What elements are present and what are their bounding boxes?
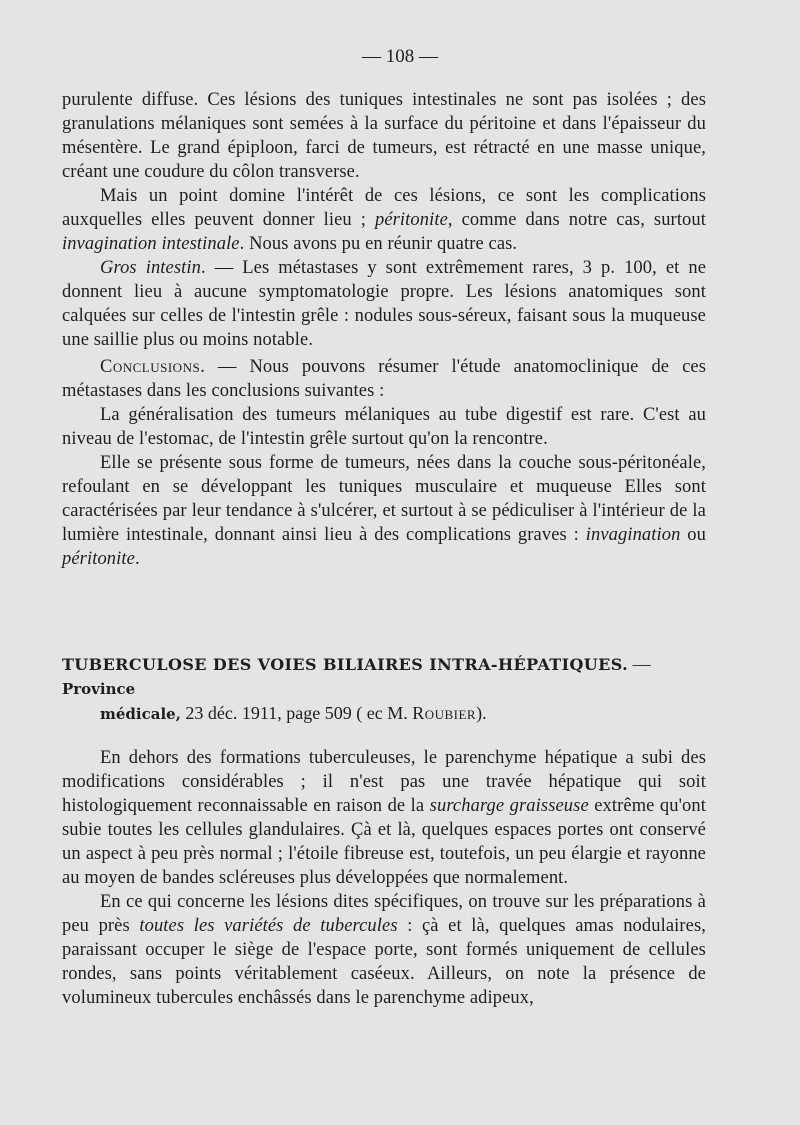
page-number: — 108 — (362, 46, 438, 67)
citation-date: 23 déc. 1911, page 509 ( ec (180, 703, 388, 723)
italic-term: péritonite (374, 210, 448, 230)
italic-term: toutes les variétés de tubercules (139, 916, 398, 936)
section-biliary-tuberculosis (62, 746, 706, 1010)
paragraph (62, 451, 706, 571)
italic-term: invagination intestinale (62, 234, 240, 254)
italic-subheading: Gros intestin (100, 258, 201, 278)
italic-term: péritonite (62, 549, 135, 569)
paragraph-text: En dehors des formations tuberculeuses, le parenchyme hépatique a subi des modifications considérables ; il n'est pas une travée hépatique qui soit histologiquement reconnaissable en raison de la (62, 748, 706, 816)
section-melanoma-metastases (62, 88, 706, 571)
paragraph (62, 184, 706, 256)
paragraph (62, 890, 706, 1010)
article-title: TUBERCULOSE DES VOIES BILIAIRES INTRA-HÉPATIQUES. (62, 655, 629, 674)
citation-close: ). (476, 703, 487, 723)
paragraph-text: Mais un point domine l'intérêt de ces lésions, ce sont les complications auxquelles elles peuvent donner lieu ; (62, 186, 706, 230)
paragraph-text: extrême qu'ont subie toutes les cellules glandulaires. Çà et là, quelques espaces portes ont conservé un aspect à peu près normal ; l'étoile fibreuse est, toutefois, un peu élargie et rayonne au moyen de bandes scléreuses plus développées que normalement. (62, 796, 707, 888)
paragraph-text: . — Nous pouvons résumer l'étude anatomoclinique de ces métastases dans les conclusions suivantes : (62, 357, 706, 401)
paragraph (62, 746, 706, 890)
paragraph-text: purulente diffuse. Ces lésions des tuniques intestinales ne sont pas isolées ; des granulations mélaniques sont semées à la surface du péritoine et dans l'épaisseur du mésentère. Le grand épiploon, farci de tumeurs, est rétracté en une masse unique, créant une coudure du côlon transverse. (62, 90, 706, 182)
paragraph-text: ou (680, 525, 706, 545)
paragraph-text: . (134, 549, 140, 569)
italic-term: surcharge graisseuse (429, 796, 589, 816)
paragraph-text: En ce qui concerne les lésions dites spécifiques, on trouve sur les préparations à peu près (62, 892, 706, 936)
italic-term: invagination (585, 525, 681, 545)
paragraph (62, 88, 706, 184)
paragraph (62, 403, 706, 451)
paragraph-text: Elle se présente sous forme de tumeurs, nées dans la couche sous-péritonéale, refoulant en se développant les tuniques musculaire et muqueuse Elles sont caractérisées par leur tendance à s'ulcérer, et surtout à se pédiculiser à l'intérieur de la lumière intestinale, donnant ainsi lieu à des complications graves : (62, 453, 706, 545)
paragraph-text: . Nous avons pu en réunir quatre cas. (239, 234, 518, 254)
paragraph-text: : çà et là, quelques amas nodulaires, paraissant occuper le siège de l'espace porte, sont formés uniquement de cellules rondes, sans points véritablement caséeux. Ailleurs, on note la présence de volumineux tubercules enchâssés dans le parenchyme adipeux, (62, 916, 706, 1008)
paragraph-text: . — Les métastases y sont extrêmement rares, 3 p. 100, et ne donnent lieu à aucune symptomatologie propre. Les lésions anatomiques sont calquées sur celles de l'intestin grêle : nodules sous-séreux, faisant sous la muqueuse une saillie plus ou moins notable. (62, 258, 707, 350)
paragraph-text: , comme dans notre cas, surtout (447, 210, 706, 230)
article-heading (62, 652, 706, 726)
journal-name: médicale, (100, 705, 181, 723)
journal-name: Province (62, 680, 136, 698)
paragraph (62, 256, 706, 352)
paragraph (62, 355, 706, 403)
paragraph-text: La généralisation des tumeurs mélaniques au tube digestif est rare. C'est au niveau de l'estomac, de l'intestin grêle surtout qu'on la rencontre. (62, 405, 706, 449)
small-caps-subheading: Conclusions (100, 357, 201, 377)
author-name: Roubier (412, 703, 477, 723)
heading-dash: — (628, 654, 651, 674)
author-prefix: M. (387, 703, 413, 723)
